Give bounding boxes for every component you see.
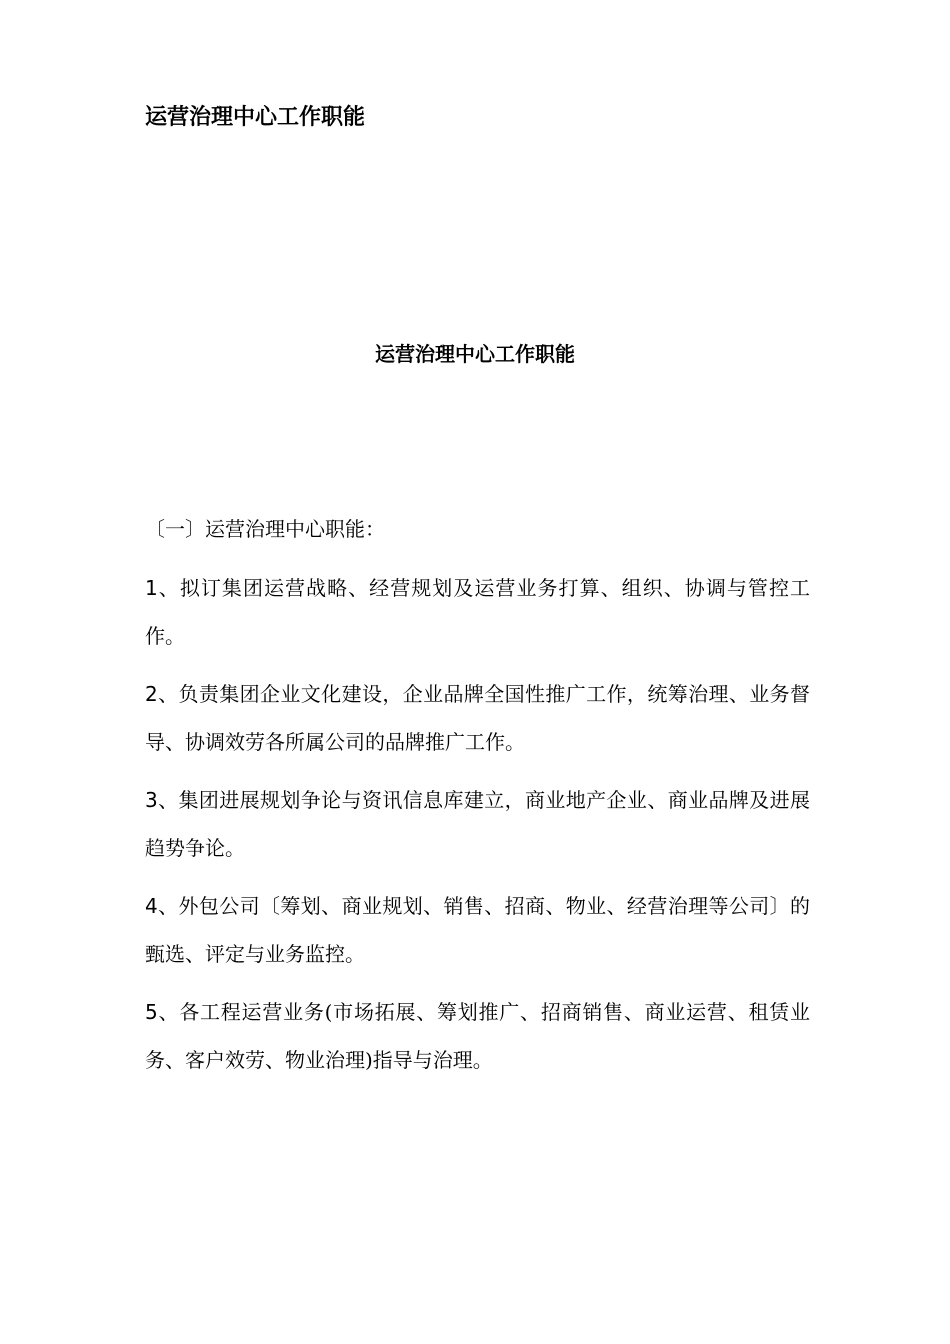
section-heading: 〔一〕运营治理中心职能： <box>145 517 385 541</box>
list-item <box>145 988 810 1084</box>
item-number: 2 <box>145 682 158 706</box>
item-number: 5 <box>145 1000 158 1024</box>
item-number: 3 <box>145 788 158 812</box>
item-text: 、外包公司〔筹划、商业规划、销售、招商、物业、经营治理等公司〕的甄选、评定与业务监控。 <box>145 894 810 966</box>
item-text: 、负责集团企业文化建设，企业品牌全国性推广工作，统筹治理、业务督导、协调效劳各所属公司的品牌推广工作。 <box>145 682 810 754</box>
list-item <box>145 670 810 766</box>
item-number: 1 <box>145 576 158 600</box>
list-item <box>145 564 810 660</box>
list-item <box>145 882 810 978</box>
document-title: 运营治理中心工作职能 <box>145 105 366 130</box>
item-text: 、集团进展规划争论与资讯信息库建立，商业地产企业、商业品牌及进展趋势争论。 <box>145 788 810 860</box>
centered-heading: 运营治理中心工作职能 <box>375 342 575 366</box>
item-text: 、拟订集团运营战略、经营规划及运营业务打算、组织、协调与管控工作。 <box>145 576 810 648</box>
document-body <box>145 512 810 1094</box>
item-number: 4 <box>145 894 158 918</box>
list-item <box>145 776 810 872</box>
item-text: 、各工程运营业务(市场拓展、筹划推广、招商销售、商业运营、租赁业务、客户效劳、物业治理)指导与治理。 <box>145 1000 810 1072</box>
